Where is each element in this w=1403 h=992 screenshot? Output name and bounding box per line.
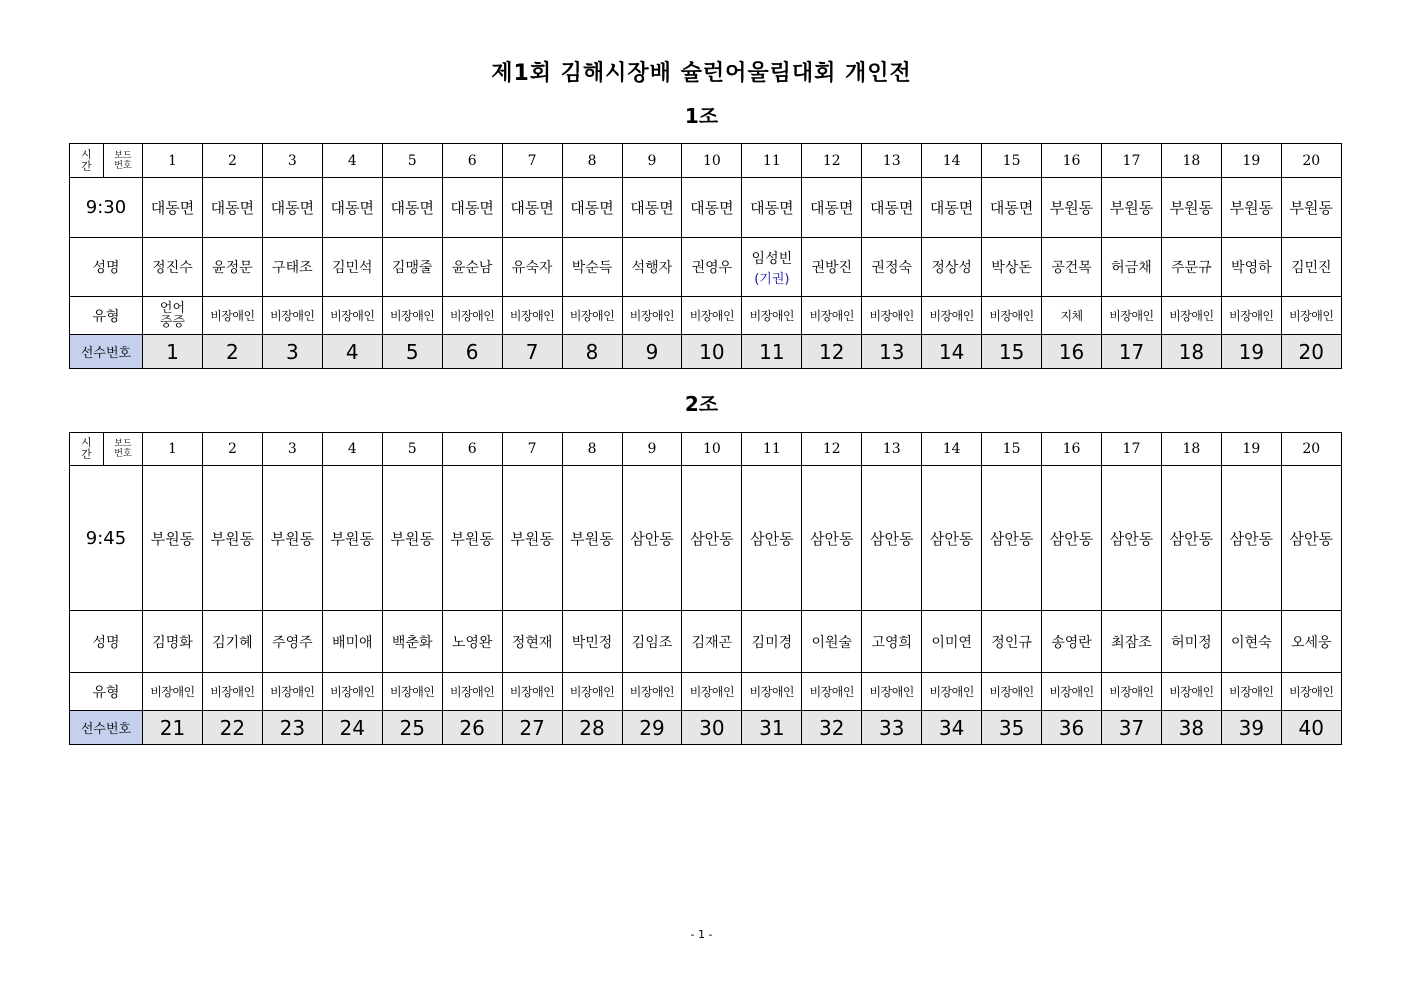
player-type: 비장애인: [922, 297, 982, 335]
player-number: 23: [262, 711, 322, 745]
player-name: 임성빈: [751, 250, 793, 267]
player-number: 28: [562, 711, 622, 745]
region-cell: 삼안동: [922, 466, 982, 611]
player-name: 김맹줄: [391, 260, 433, 276]
player-note: (기권): [754, 271, 790, 287]
board-number: 1: [143, 144, 203, 178]
region-cell: 부원동: [382, 466, 442, 611]
player-name-cell: [322, 238, 382, 297]
player-number: 7: [502, 335, 562, 369]
player-name-cell: [1221, 238, 1281, 297]
player-type: 비장애인: [802, 297, 862, 335]
region-cell: 부원동: [562, 466, 622, 611]
type-row-label: 유형: [70, 673, 143, 711]
type-row: [70, 673, 1342, 711]
player-number: 39: [1221, 711, 1281, 745]
player-name: 윤정문: [212, 260, 253, 276]
player-name-cell: [682, 238, 742, 297]
player-name: 고영희: [871, 634, 912, 651]
player-type: 비장애인: [202, 673, 262, 711]
region-cell: 대동면: [742, 178, 802, 238]
board-number: 3: [262, 433, 322, 466]
player-type: 지체: [1042, 297, 1102, 335]
player-number: 2: [202, 335, 262, 369]
page-title: 제1회 김해시장배 슐런어울림대회 개인전: [491, 61, 912, 86]
player-name: 석행자: [631, 260, 673, 276]
player-type: 비장애인: [1102, 297, 1162, 335]
player-number: 27: [502, 711, 562, 745]
player-name: 김미경: [751, 634, 793, 651]
region-cell: 대동면: [862, 178, 922, 238]
region-cell: 부원동: [502, 466, 562, 611]
player-type: 비장애인: [622, 673, 682, 711]
player-name-cell: [802, 238, 862, 297]
player-type: 언어중증: [143, 297, 203, 335]
player-type: 비장애인: [442, 297, 502, 335]
region-cell: 대동면: [562, 178, 622, 238]
board-number: 18: [1161, 144, 1221, 178]
region-cell: 대동면: [922, 178, 982, 238]
region-row: [70, 178, 1342, 238]
player-type: 비장애인: [1042, 673, 1102, 711]
player-name-cell: [862, 611, 922, 673]
player-number: 40: [1281, 711, 1341, 745]
region-cell: 삼안동: [1042, 466, 1102, 611]
board-number: 9: [622, 144, 682, 178]
player-type: 비장애인: [502, 297, 562, 335]
group-1-title: 1조: [684, 104, 719, 128]
player-name: 김기혜: [212, 634, 253, 651]
player-type: 비장애인: [262, 297, 322, 335]
board-number: 20: [1281, 144, 1341, 178]
player-number: 30: [682, 711, 742, 745]
player-number: 36: [1042, 711, 1102, 745]
player-number: 5: [382, 335, 442, 369]
player-number: 15: [982, 335, 1042, 369]
player-name: 박상돈: [991, 260, 1032, 276]
player-name: 이현숙: [1231, 634, 1272, 651]
player-name: 권방진: [811, 260, 853, 276]
player-number: 37: [1102, 711, 1162, 745]
player-name: 정현재: [511, 634, 553, 651]
board-number: 6: [442, 144, 502, 178]
player-number: 19: [1221, 335, 1281, 369]
board-number: 8: [562, 144, 622, 178]
player-name: 허금채: [1111, 260, 1152, 276]
player-type: 비장애인: [502, 673, 562, 711]
player-name-cell: [622, 238, 682, 297]
board-number: 4: [322, 144, 382, 178]
board-number: 17: [1102, 433, 1162, 466]
player-name-cell: [202, 611, 262, 673]
board-number: 13: [862, 144, 922, 178]
region-cell: 대동면: [442, 178, 502, 238]
player-name: 박순득: [571, 260, 613, 276]
region-cell: 부원동: [1102, 178, 1162, 238]
player-name-cell: [502, 611, 562, 673]
board-number: 12: [802, 433, 862, 466]
region-cell: 부원동: [202, 466, 262, 611]
player-name: 권정숙: [871, 260, 912, 276]
player-name-cell: [442, 238, 502, 297]
player-name-cell: [562, 238, 622, 297]
board-number: 9: [622, 433, 682, 466]
player-name-cell: [982, 238, 1042, 297]
player-name-cell: [742, 611, 802, 673]
player-name-cell: [502, 238, 562, 297]
player-number: 25: [382, 711, 442, 745]
player-type: 비장애인: [622, 297, 682, 335]
player-name: 김민석: [331, 260, 373, 276]
player-number: 29: [622, 711, 682, 745]
region-cell: 대동면: [382, 178, 442, 238]
region-cell: 삼안동: [622, 466, 682, 611]
page-number: - 1 -: [690, 928, 713, 941]
region-cell: 삼안동: [1161, 466, 1221, 611]
board-number: 11: [742, 144, 802, 178]
player-name: 공건목: [1051, 260, 1092, 276]
board-number: 14: [922, 144, 982, 178]
region-cell: 대동면: [982, 178, 1042, 238]
player-name: 박영하: [1231, 260, 1272, 276]
player-name-cell: [922, 238, 982, 297]
board-number: 5: [382, 144, 442, 178]
region-cell: 대동면: [322, 178, 382, 238]
player-type: 비장애인: [802, 673, 862, 711]
player-number: 33: [862, 711, 922, 745]
region-cell: 삼안동: [1281, 466, 1341, 611]
player-number: 12: [802, 335, 862, 369]
player-number: 20: [1281, 335, 1341, 369]
player-name-cell: [1161, 238, 1221, 297]
player-name-cell: [1221, 611, 1281, 673]
name-row-label: 성명: [70, 238, 143, 297]
board-number: 14: [922, 433, 982, 466]
region-cell: 부원동: [1221, 178, 1281, 238]
player-name: 박민정: [571, 634, 613, 651]
player-type: 비장애인: [1161, 297, 1221, 335]
player-name: 김재곤: [691, 634, 733, 651]
player-name-cell: [1102, 238, 1162, 297]
group-2-title: 2조: [684, 392, 719, 416]
board-number: 17: [1102, 144, 1162, 178]
player-type: 비장애인: [382, 297, 442, 335]
region-cell: 부원동: [322, 466, 382, 611]
player-type: 비장애인: [1221, 297, 1281, 335]
player-name-cell: [382, 238, 442, 297]
board-number: 16: [1042, 144, 1102, 178]
player-type: 비장애인: [442, 673, 502, 711]
player-name-cell: [1042, 611, 1102, 673]
type-row: [70, 297, 1342, 335]
player-number: 32: [802, 711, 862, 745]
player-name-cell: [562, 611, 622, 673]
start-time: 9:30: [70, 178, 143, 238]
board-number: 7: [502, 144, 562, 178]
board-number: 10: [682, 433, 742, 466]
player-type: 비장애인: [862, 297, 922, 335]
player-name: 배미애: [331, 634, 373, 651]
player-name-cell: [442, 611, 502, 673]
player-name-cell: [922, 611, 982, 673]
board-number: 18: [1161, 433, 1221, 466]
board-number: 13: [862, 433, 922, 466]
board-header-label: 보드번호: [104, 433, 143, 466]
region-cell: 삼안동: [682, 466, 742, 611]
player-name-cell: [622, 611, 682, 673]
player-type: 비장애인: [262, 673, 322, 711]
player-type: 비장애인: [922, 673, 982, 711]
region-cell: 대동면: [143, 178, 203, 238]
region-cell: 부원동: [1042, 178, 1102, 238]
header-row: [70, 433, 1342, 466]
player-name-cell: [1042, 238, 1102, 297]
player-type: 비장애인: [862, 673, 922, 711]
player-number: 26: [442, 711, 502, 745]
player-type: 비장애인: [1161, 673, 1221, 711]
region-cell: 부원동: [1161, 178, 1221, 238]
player-number: 31: [742, 711, 802, 745]
board-header-label: 보드번호: [104, 144, 143, 178]
board-number: 2: [202, 144, 262, 178]
region-cell: 삼안동: [862, 466, 922, 611]
region-cell: 부원동: [262, 466, 322, 611]
player-name: 오세웅: [1290, 634, 1332, 651]
region-cell: 대동면: [622, 178, 682, 238]
board-number: 3: [262, 144, 322, 178]
player-name-cell: [143, 238, 203, 297]
region-cell: 대동면: [262, 178, 322, 238]
region-cell: 삼안동: [982, 466, 1042, 611]
board-number: 16: [1042, 433, 1102, 466]
player-number: 4: [322, 335, 382, 369]
player-name-cell: [262, 611, 322, 673]
player-name-cell: [862, 238, 922, 297]
player-name: 송영란: [1051, 634, 1092, 651]
player-type: 비장애인: [1281, 297, 1341, 335]
player-name-cell: [1102, 611, 1162, 673]
player-name-cell: [382, 611, 442, 673]
player-name-cell: [1281, 238, 1341, 297]
player-number-row: [70, 335, 1342, 369]
region-cell: 부원동: [1281, 178, 1341, 238]
player-number: 17: [1102, 335, 1162, 369]
player-name: 정진수: [152, 260, 193, 276]
name-row: [70, 611, 1342, 673]
player-name: 권영우: [691, 260, 733, 276]
player-type: 비장애인: [322, 673, 382, 711]
board-number: 1: [143, 433, 203, 466]
player-name: 허미정: [1171, 634, 1212, 651]
player-number-label: 선수번호: [70, 335, 143, 369]
player-name: 구태조: [272, 260, 313, 276]
region-cell: 삼안동: [742, 466, 802, 611]
player-name: 김명화: [152, 634, 193, 651]
player-number-row: [70, 711, 1342, 745]
player-name-cell: [802, 611, 862, 673]
player-name-cell: [982, 611, 1042, 673]
board-number: 6: [442, 433, 502, 466]
name-row: [70, 238, 1342, 297]
player-number: 6: [442, 335, 502, 369]
player-name: 주영주: [272, 634, 313, 651]
header-row: [70, 144, 1342, 178]
player-type: 비장애인: [143, 673, 203, 711]
board-number: 15: [982, 144, 1042, 178]
region-cell: 대동면: [682, 178, 742, 238]
group-2-table: [69, 432, 1342, 745]
player-name: 정상성: [931, 260, 972, 276]
player-name: 이원술: [811, 634, 853, 651]
player-name: 백춘화: [391, 634, 433, 651]
board-number: 4: [322, 433, 382, 466]
player-name: 김민진: [1290, 260, 1332, 276]
player-number: 13: [862, 335, 922, 369]
board-number: 8: [562, 433, 622, 466]
region-cell: 대동면: [802, 178, 862, 238]
board-number: 5: [382, 433, 442, 466]
player-name-cell: [1281, 611, 1341, 673]
board-number: 19: [1221, 144, 1281, 178]
player-number: 8: [562, 335, 622, 369]
player-name-cell: [143, 611, 203, 673]
board-number: 11: [742, 433, 802, 466]
time-header-label: 시간: [70, 433, 104, 466]
player-number: 11: [742, 335, 802, 369]
player-type: 비장애인: [682, 673, 742, 711]
player-name: 김임조: [631, 634, 673, 651]
region-cell: 삼안동: [802, 466, 862, 611]
player-type: 비장애인: [742, 297, 802, 335]
region-cell: 대동면: [202, 178, 262, 238]
board-number: 20: [1281, 433, 1341, 466]
player-name: 주문규: [1171, 260, 1212, 276]
player-name-cell: [262, 238, 322, 297]
name-row-label: 성명: [70, 611, 143, 673]
player-type: 비장애인: [562, 297, 622, 335]
player-number-label: 선수번호: [70, 711, 143, 745]
player-type: 비장애인: [382, 673, 442, 711]
player-type: 비장애인: [1221, 673, 1281, 711]
player-number: 1: [143, 335, 203, 369]
board-number: 2: [202, 433, 262, 466]
player-type: 비장애인: [742, 673, 802, 711]
player-name: 이미연: [931, 634, 972, 651]
player-name-cell: [742, 238, 802, 297]
player-name-cell: [1161, 611, 1221, 673]
player-type: 비장애인: [682, 297, 742, 335]
player-number: 21: [143, 711, 203, 745]
board-number: 19: [1221, 433, 1281, 466]
player-name: 유숙자: [511, 260, 553, 276]
region-cell: 삼안동: [1102, 466, 1162, 611]
player-name-cell: [202, 238, 262, 297]
board-number: 7: [502, 433, 562, 466]
start-time: 9:45: [70, 466, 143, 611]
player-name: 정인규: [991, 634, 1032, 651]
region-cell: 대동면: [502, 178, 562, 238]
player-name-cell: [682, 611, 742, 673]
region-cell: 삼안동: [1221, 466, 1281, 611]
player-name: 최잠조: [1111, 634, 1152, 651]
player-name: 윤순남: [451, 260, 493, 276]
player-number: 18: [1161, 335, 1221, 369]
player-type: 비장애인: [1281, 673, 1341, 711]
player-number: 9: [622, 335, 682, 369]
player-type: 비장애인: [982, 673, 1042, 711]
player-number: 22: [202, 711, 262, 745]
player-number: 24: [322, 711, 382, 745]
player-number: 16: [1042, 335, 1102, 369]
player-type: 비장애인: [562, 673, 622, 711]
group-1-table: [69, 143, 1342, 369]
time-header-label: 시간: [70, 144, 104, 178]
player-number: 38: [1161, 711, 1221, 745]
player-type: 비장애인: [202, 297, 262, 335]
player-type: 비장애인: [322, 297, 382, 335]
player-number: 3: [262, 335, 322, 369]
player-number: 10: [682, 335, 742, 369]
player-type: 비장애인: [982, 297, 1042, 335]
player-name: 노영완: [451, 634, 493, 651]
player-type: 비장애인: [1102, 673, 1162, 711]
player-number: 34: [922, 711, 982, 745]
player-name-cell: [322, 611, 382, 673]
region-row: [70, 466, 1342, 611]
player-number: 35: [982, 711, 1042, 745]
player-number: 14: [922, 335, 982, 369]
board-number: 12: [802, 144, 862, 178]
board-number: 15: [982, 433, 1042, 466]
region-cell: 부원동: [143, 466, 203, 611]
board-number: 10: [682, 144, 742, 178]
region-cell: 부원동: [442, 466, 502, 611]
type-row-label: 유형: [70, 297, 143, 335]
